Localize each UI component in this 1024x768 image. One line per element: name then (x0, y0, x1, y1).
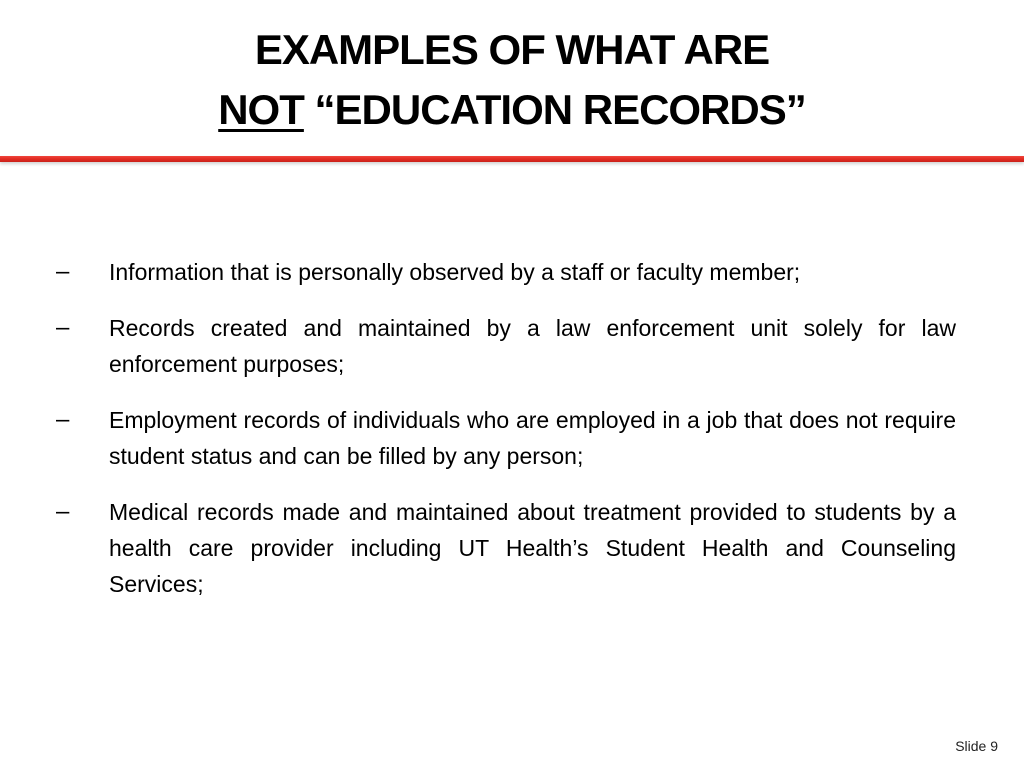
dash-bullet-icon: – (56, 314, 70, 341)
accent-divider (0, 156, 1024, 162)
slide-title (0, 20, 1024, 140)
title-line-2 (0, 80, 1024, 140)
bullet-list (56, 254, 956, 622)
title-not-word: NOT (218, 86, 304, 133)
dash-bullet-icon: – (56, 498, 70, 525)
bullet-text: Employment records of individuals who are employed in a job that does not require student status and can be filled by any person; (109, 407, 956, 469)
dash-bullet-icon: – (56, 406, 70, 433)
bullet-item (56, 310, 956, 382)
bullet-text: Medical records made and maintained about treatment provided to students by a health care provider including UT Health’s Student Health and Counseling Services; (109, 499, 956, 597)
bullet-text: Records created and maintained by a law enforcement unit solely for law enforcement purposes; (109, 315, 956, 377)
bullet-item (56, 494, 956, 602)
dash-bullet-icon: – (56, 258, 70, 285)
title-rest: “EDUCATION RECORDS” (314, 86, 806, 133)
slide-number: Slide 9 (955, 738, 998, 754)
bullet-text: Information that is personally observed by a staff or faculty member; (109, 259, 801, 285)
bullet-item (56, 402, 956, 474)
title-line-1: EXAMPLES OF WHAT ARE (254, 26, 770, 73)
bullet-item (56, 254, 956, 290)
